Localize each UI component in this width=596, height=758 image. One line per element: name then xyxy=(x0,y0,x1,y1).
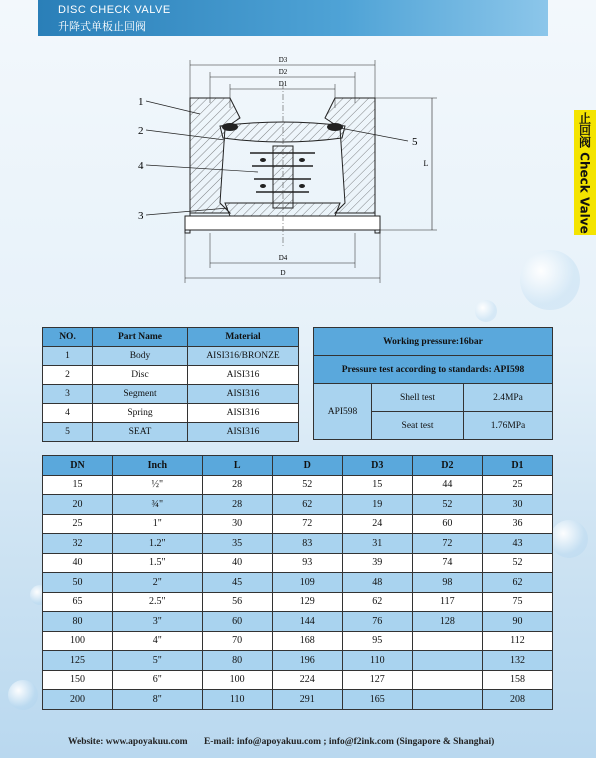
table-cell: 2.5" xyxy=(113,592,203,612)
table-cell: 1.5" xyxy=(113,553,203,573)
table-cell: 32 xyxy=(43,534,113,554)
table-row xyxy=(43,553,553,573)
table-row xyxy=(43,475,553,495)
table-cell: 132 xyxy=(482,651,552,671)
callout-3: 3 xyxy=(138,210,144,222)
table-cell: 30 xyxy=(482,495,552,515)
parts-header-name: Part Name xyxy=(93,328,188,347)
table-cell: 74 xyxy=(412,553,482,573)
page-title-en: DISC CHECK VALVE xyxy=(58,4,171,16)
shell-test-value: 2.4MPa xyxy=(464,384,553,412)
table-cell: 50 xyxy=(43,573,113,593)
dims-header-l: L xyxy=(202,456,272,476)
shell-test-label: Shell test xyxy=(372,384,464,412)
dim-d3-label: D3 xyxy=(278,56,288,64)
table-row: 1 Body AISI316/BRONZE xyxy=(43,347,299,366)
table-cell: 1.2" xyxy=(113,534,203,554)
footer-website: Website: www.apoyakuu.com xyxy=(68,737,188,747)
table-cell: 40 xyxy=(43,553,113,573)
table-cell: 95 xyxy=(342,631,412,651)
parts-material-table xyxy=(42,327,299,442)
table-cell: 62 xyxy=(272,495,342,515)
table-cell: 128 xyxy=(412,612,482,632)
table-row: 3 Segment AISI316 xyxy=(43,385,299,404)
callout-1: 1 xyxy=(138,96,144,108)
bg-bubble xyxy=(520,250,580,310)
table-cell: 110 xyxy=(202,690,272,710)
table-cell: 65 xyxy=(43,592,113,612)
table-cell: 1" xyxy=(113,514,203,534)
table-cell: 168 xyxy=(272,631,342,651)
table-cell: 5" xyxy=(113,651,203,671)
dims-header-d3: D3 xyxy=(342,456,412,476)
table-cell: 80 xyxy=(43,612,113,632)
bg-bubble xyxy=(475,300,497,322)
table-cell: 62 xyxy=(342,592,412,612)
table-cell: 80 xyxy=(202,651,272,671)
table-cell xyxy=(412,690,482,710)
table-cell: 200 xyxy=(43,690,113,710)
table-cell: 52 xyxy=(412,495,482,515)
working-pressure-cell: Working pressure:16bar xyxy=(314,328,553,356)
table-cell: 100 xyxy=(43,631,113,651)
table-cell: 60 xyxy=(202,612,272,632)
table-cell: 40 xyxy=(202,553,272,573)
table-cell: 158 xyxy=(482,670,552,690)
dims-header-d2: D2 xyxy=(412,456,482,476)
dim-d4-label: D4 xyxy=(278,254,288,262)
page-title-cn: 升降式单板止回阀 xyxy=(58,20,146,33)
table-cell: 43 xyxy=(482,534,552,554)
table-cell: 24 xyxy=(342,514,412,534)
dim-d-label: D xyxy=(280,269,286,277)
table-cell: 20 xyxy=(43,495,113,515)
table-row xyxy=(43,592,553,612)
table-cell: 144 xyxy=(272,612,342,632)
table-cell: 127 xyxy=(342,670,412,690)
table-cell: 15 xyxy=(43,475,113,495)
table-cell: 28 xyxy=(202,475,272,495)
table-cell: 291 xyxy=(272,690,342,710)
table-cell: 36 xyxy=(482,514,552,534)
table-cell: 70 xyxy=(202,631,272,651)
table-cell: 109 xyxy=(272,573,342,593)
table-cell: 129 xyxy=(272,592,342,612)
table-row xyxy=(43,631,553,651)
table-cell: 2" xyxy=(113,573,203,593)
test-standard-cell: Pressure test according to standards: API598 xyxy=(314,356,553,384)
table-row xyxy=(43,495,553,515)
valve-disc xyxy=(220,122,345,142)
table-row xyxy=(43,573,553,593)
table-row: 2 Disc AISI316 xyxy=(43,366,299,385)
table-cell: 150 xyxy=(43,670,113,690)
table-cell: 48 xyxy=(342,573,412,593)
table-cell: 60 xyxy=(412,514,482,534)
side-tab-label: 止回阀 Check Valve xyxy=(577,111,592,234)
valve-cross-section-drawing xyxy=(130,48,460,288)
dim-d1-label: D1 xyxy=(278,80,288,88)
table-cell xyxy=(412,651,482,671)
parts-header-no: NO. xyxy=(43,328,93,347)
table-cell: 45 xyxy=(202,573,272,593)
table-cell: 52 xyxy=(272,475,342,495)
table-row xyxy=(43,690,553,710)
table-cell xyxy=(412,631,482,651)
table-cell: 39 xyxy=(342,553,412,573)
seat-test-label: Seat test xyxy=(372,412,464,440)
table-cell: 25 xyxy=(43,514,113,534)
table-cell: 83 xyxy=(272,534,342,554)
table-cell: 72 xyxy=(412,534,482,554)
table-row xyxy=(43,612,553,632)
table-cell xyxy=(412,670,482,690)
table-cell: 56 xyxy=(202,592,272,612)
table-cell: 8" xyxy=(113,690,203,710)
dims-header-d: D xyxy=(272,456,342,476)
table-cell: 31 xyxy=(342,534,412,554)
table-cell: 93 xyxy=(272,553,342,573)
table-row xyxy=(43,651,553,671)
table-cell: 35 xyxy=(202,534,272,554)
table-cell: 15 xyxy=(342,475,412,495)
callout-4: 4 xyxy=(138,160,144,172)
bg-bubble xyxy=(550,520,588,558)
seat-test-value: 1.76MPa xyxy=(464,412,553,440)
table-cell: 196 xyxy=(272,651,342,671)
callout-2: 2 xyxy=(138,125,144,137)
dimensions-table xyxy=(42,455,553,710)
dims-header-d1: D1 xyxy=(482,456,552,476)
table-cell: 125 xyxy=(43,651,113,671)
table-cell: 4" xyxy=(113,631,203,651)
table-cell: 30 xyxy=(202,514,272,534)
table-cell: 6" xyxy=(113,670,203,690)
table-cell: 165 xyxy=(342,690,412,710)
callout-5: 5 xyxy=(412,136,418,148)
table-cell: 224 xyxy=(272,670,342,690)
table-row: 4 Spring AISI316 xyxy=(43,404,299,423)
table-cell: 72 xyxy=(272,514,342,534)
table-cell: 112 xyxy=(482,631,552,651)
valve-seat xyxy=(225,203,340,216)
dims-header-inch: Inch xyxy=(113,456,203,476)
pressure-test-table xyxy=(313,327,553,440)
table-cell: 110 xyxy=(342,651,412,671)
table-row xyxy=(43,534,553,554)
table-cell: 19 xyxy=(342,495,412,515)
dim-d2-label: D2 xyxy=(278,68,288,76)
table-row xyxy=(43,670,553,690)
table-cell: ¾" xyxy=(113,495,203,515)
category-side-tab xyxy=(574,110,596,235)
table-cell: 62 xyxy=(482,573,552,593)
table-cell: ½" xyxy=(113,475,203,495)
table-cell: 90 xyxy=(482,612,552,632)
footer-email: E-mail: info@apoyakuu.com ; info@f2ink.com (Singapore & Shanghai) xyxy=(203,737,495,747)
table-cell: 98 xyxy=(412,573,482,593)
table-cell: 44 xyxy=(412,475,482,495)
table-row: 5 SEAT AISI316 xyxy=(43,423,299,442)
table-cell: 52 xyxy=(482,553,552,573)
table-cell: 25 xyxy=(482,475,552,495)
table-cell: 75 xyxy=(482,592,552,612)
dim-l-label: L xyxy=(423,159,429,168)
dims-header-dn: DN xyxy=(43,456,113,476)
table-cell: 117 xyxy=(412,592,482,612)
table-cell: 3" xyxy=(113,612,203,632)
parts-header-material: Material xyxy=(188,328,299,347)
contact-footer xyxy=(68,737,508,747)
table-cell: 76 xyxy=(342,612,412,632)
bg-bubble xyxy=(8,680,38,710)
table-cell: 100 xyxy=(202,670,272,690)
table-row xyxy=(43,514,553,534)
table-cell: 28 xyxy=(202,495,272,515)
table-cell: 208 xyxy=(482,690,552,710)
standard-name-cell: API598 xyxy=(314,384,372,440)
